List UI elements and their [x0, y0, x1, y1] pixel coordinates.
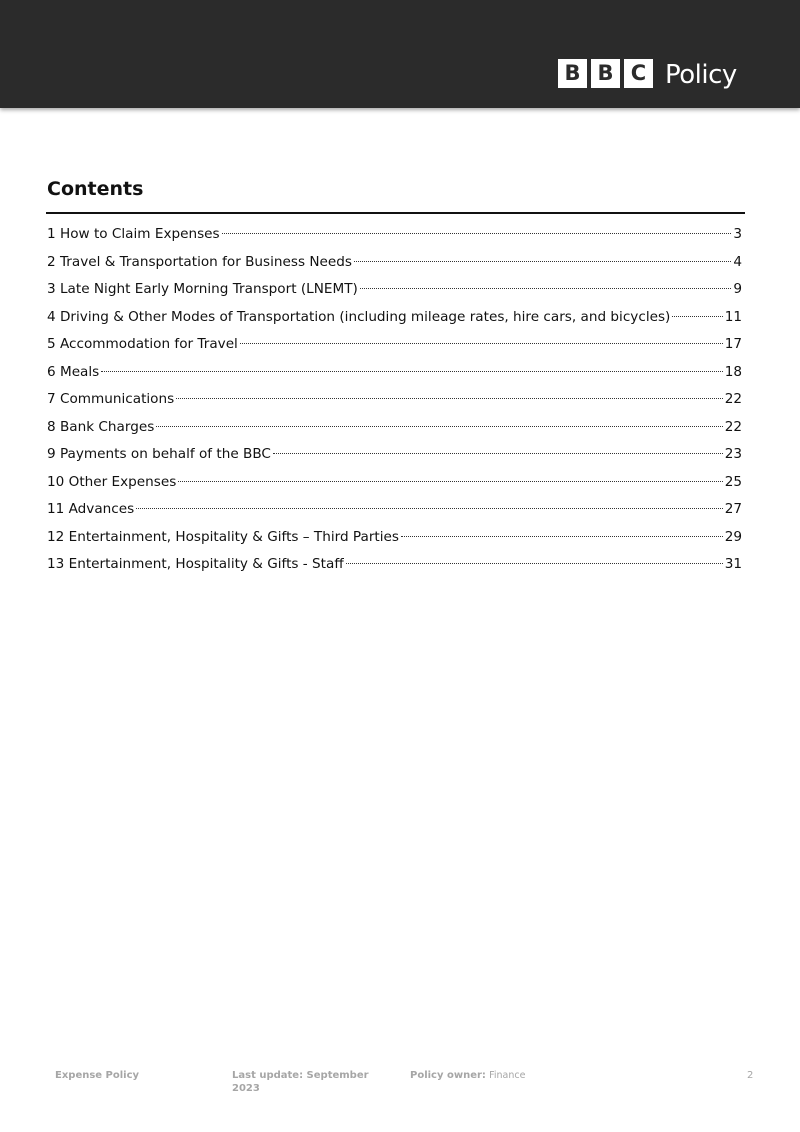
toc-dot-leader: [354, 261, 731, 262]
toc-dot-leader: [222, 233, 732, 234]
toc-dot-leader: [136, 508, 722, 509]
logo-letter-c: C: [624, 59, 653, 88]
toc-entry-page-number[interactable]: 23: [724, 446, 742, 462]
toc-entry-title[interactable]: 10 Other Expenses: [47, 473, 177, 490]
toc-dot-leader: [346, 563, 723, 564]
toc-entry-title[interactable]: 5 Accommodation for Travel: [47, 336, 238, 352]
bbc-policy-logo: [558, 59, 737, 88]
toc-dot-leader: [178, 481, 722, 482]
toc-entry-title[interactable]: 6 Meals: [47, 363, 100, 380]
toc-entry-title[interactable]: 2 Travel & Transportation for Business Needs: [47, 253, 352, 270]
toc-entry[interactable]: [47, 415, 742, 443]
toc-dot-leader: [360, 288, 732, 289]
toc-entry[interactable]: [47, 222, 742, 250]
logo-letter-b1: B: [558, 59, 587, 88]
toc-entry-title[interactable]: 1 How to Claim Expenses: [47, 226, 220, 242]
toc-entry-page-number[interactable]: 22: [724, 391, 742, 407]
toc-entry-title[interactable]: 9 Payments on behalf of the BBC: [47, 446, 271, 462]
toc-entry-page-number[interactable]: 31: [724, 556, 742, 572]
toc-entry-page-number[interactable]: 18: [724, 363, 742, 380]
toc-dot-leader: [156, 426, 722, 427]
footer-owner-label: Policy owner:: [410, 1070, 486, 1081]
toc-entry-page-number[interactable]: 27: [724, 501, 742, 517]
page-header: [0, 0, 800, 108]
logo-letter-b2: B: [591, 59, 620, 88]
toc-dot-leader: [672, 316, 722, 317]
toc-entry[interactable]: [47, 387, 742, 415]
toc-entry-title[interactable]: 4 Driving & Other Modes of Transportation (including mileage rates, hire cars, and bicycles): [47, 308, 671, 325]
contents-divider: [46, 212, 745, 214]
toc-entry-title[interactable]: 8 Bank Charges: [47, 418, 155, 435]
toc-entry-title[interactable]: 12 Entertainment, Hospitality & Gifts – Third Parties: [47, 528, 399, 545]
toc-entry-page-number[interactable]: 4: [733, 253, 742, 270]
toc-dot-leader: [101, 371, 722, 372]
toc-entry-page-number[interactable]: 9: [733, 281, 742, 297]
toc-dot-leader: [273, 453, 723, 454]
toc-entry-page-number[interactable]: 25: [724, 473, 742, 490]
toc-entry-page-number[interactable]: 3: [733, 226, 742, 242]
footer-page-number: 2: [747, 1070, 754, 1081]
toc-entry-title[interactable]: 11 Advances: [47, 501, 135, 517]
footer-owner-value: Finance: [489, 1070, 526, 1081]
toc-entry[interactable]: [47, 305, 742, 333]
toc-entry[interactable]: [47, 470, 742, 498]
toc-entry[interactable]: [47, 497, 742, 525]
toc-entry[interactable]: [47, 360, 742, 388]
toc-entry[interactable]: [47, 525, 742, 553]
footer-document-title: Expense Policy: [55, 1070, 140, 1081]
toc-entry[interactable]: [47, 277, 742, 305]
contents-heading: Contents: [47, 178, 144, 200]
toc-entry-page-number[interactable]: 22: [724, 418, 742, 435]
toc-dot-leader: [401, 536, 723, 537]
toc-dot-leader: [176, 398, 722, 399]
toc-entry-title[interactable]: 7 Communications: [47, 391, 175, 407]
toc-entry-page-number[interactable]: 11: [724, 308, 742, 325]
toc-dot-leader: [240, 343, 723, 344]
toc-entry[interactable]: [47, 250, 742, 278]
toc-entry-page-number[interactable]: 29: [724, 528, 742, 545]
table-of-contents: [47, 222, 742, 580]
toc-entry-page-number[interactable]: 17: [724, 336, 742, 352]
footer-policy-owner: [410, 1069, 525, 1082]
toc-entry[interactable]: [47, 332, 742, 360]
toc-entry-title[interactable]: 13 Entertainment, Hospitality & Gifts - Staff: [47, 556, 344, 572]
toc-entry[interactable]: [47, 552, 742, 580]
footer-last-update: Last update: September 2023: [232, 1070, 369, 1094]
logo-policy-text: Policy: [665, 60, 737, 90]
toc-entry-title[interactable]: 3 Late Night Early Morning Transport (LNEMT): [47, 281, 358, 297]
toc-entry[interactable]: [47, 442, 742, 470]
